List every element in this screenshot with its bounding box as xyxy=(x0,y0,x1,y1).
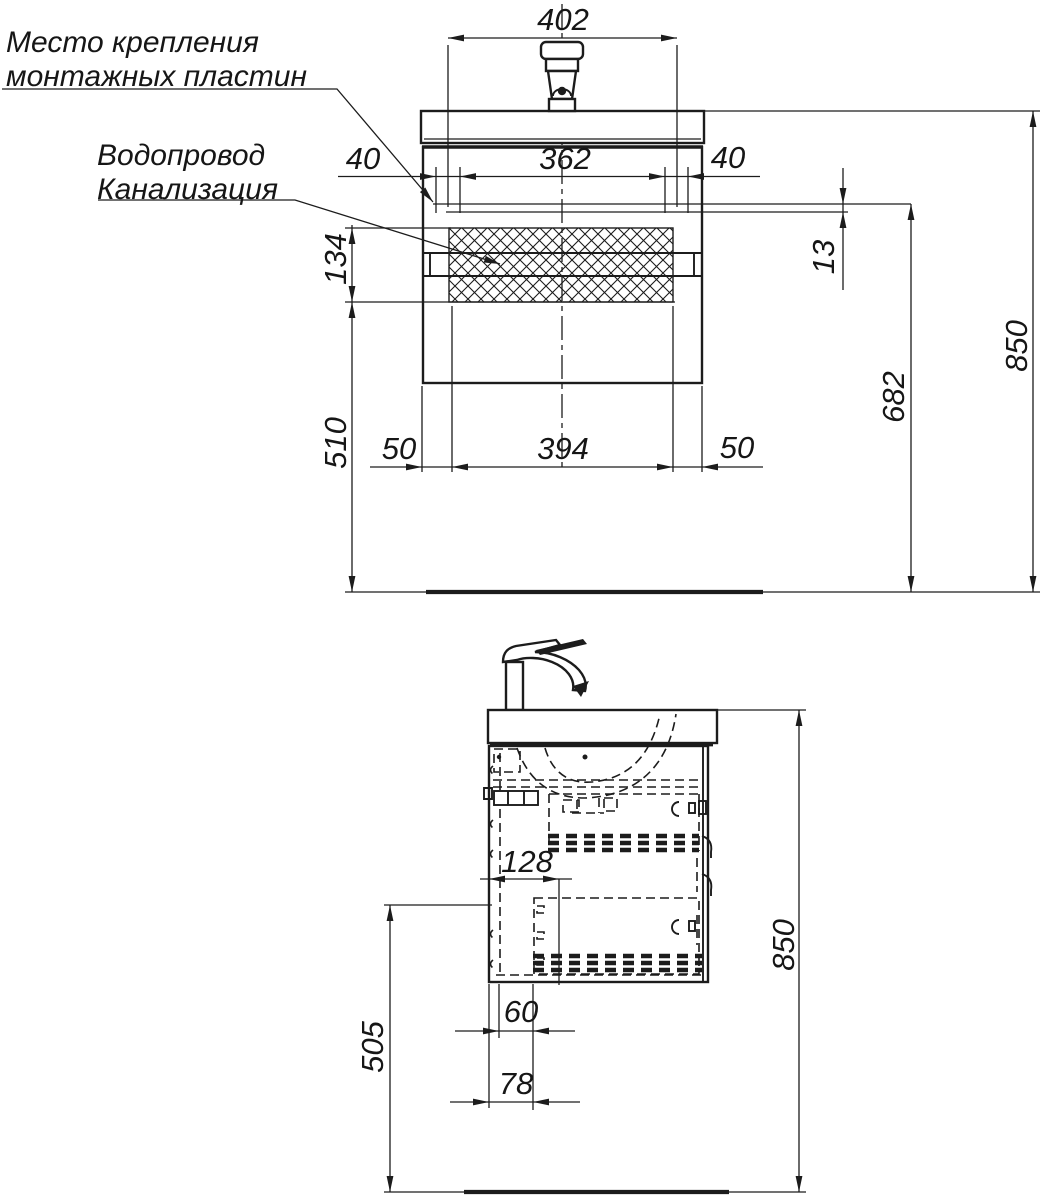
dim-13: 13 xyxy=(806,239,841,275)
dim-50-left: 50 xyxy=(381,431,417,466)
mounting-plates-note-line1: Место крепления xyxy=(6,26,259,59)
dim-134: 134 xyxy=(318,233,353,285)
dim-128: 128 xyxy=(501,844,553,879)
dim-510: 510 xyxy=(318,417,353,469)
side-view xyxy=(384,639,806,1192)
dim-78: 78 xyxy=(498,1066,534,1101)
dim-505: 505 xyxy=(355,1021,390,1073)
faucet-front-icon xyxy=(541,42,583,111)
plumbing-note-line2: Канализация xyxy=(97,172,278,206)
dim-402: 402 xyxy=(537,2,589,37)
mounting-plates-note xyxy=(6,26,307,94)
dim-50-right: 50 xyxy=(719,430,755,465)
side-dimension-lines xyxy=(384,710,806,1192)
plumbing-note xyxy=(97,139,278,207)
dim-682: 682 xyxy=(876,371,911,423)
plumbing-note-line1: Водопровод xyxy=(97,139,266,172)
side-dimension-arrows xyxy=(387,710,803,1192)
dim-40-right: 40 xyxy=(710,140,746,175)
dim-40-left: 40 xyxy=(345,141,381,176)
plumbing-hatch-area xyxy=(449,228,673,302)
dim-850-side: 850 xyxy=(766,919,801,971)
dim-60: 60 xyxy=(503,994,539,1029)
dim-362: 362 xyxy=(539,141,591,176)
dim-394: 394 xyxy=(537,431,589,466)
side-countertop xyxy=(488,710,717,745)
mounting-plates-note-line2: монтажных пластин xyxy=(6,59,307,93)
dim-850-front: 850 xyxy=(999,320,1034,372)
mounting-plates xyxy=(433,167,911,213)
faucet-side-icon xyxy=(503,639,589,710)
